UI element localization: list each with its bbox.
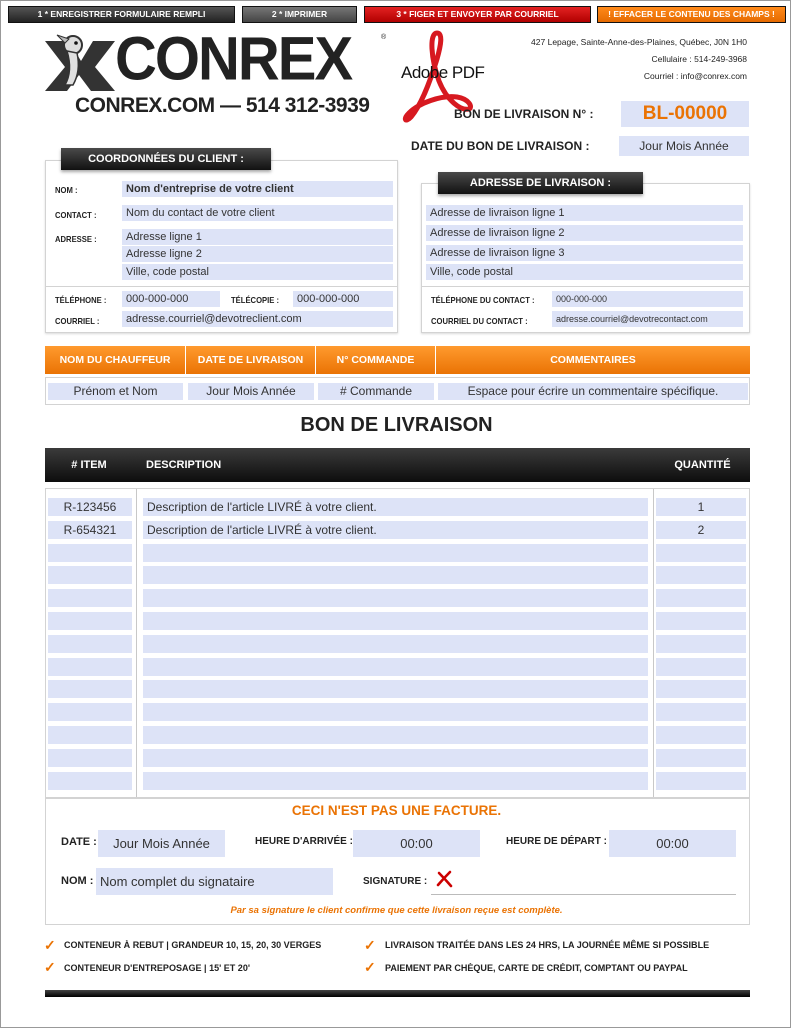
company-email: Courriel : info@conrex.com: [643, 71, 747, 81]
description-column-header: DESCRIPTION: [146, 459, 222, 471]
shipping-divider: [422, 286, 749, 287]
quantity-cell[interactable]: [656, 772, 746, 790]
sign-date-label: DATE :: [61, 836, 97, 848]
item-number-cell[interactable]: R-123456: [48, 498, 132, 516]
driver-name-field[interactable]: Prénom et Nom: [48, 383, 183, 400]
comments-header: COMMENTAIRES: [550, 354, 636, 366]
client-name-field[interactable]: Nom d'entreprise de votre client: [122, 181, 393, 197]
save-form-button[interactable]: 1 * ENREGISTRER FORMULAIRE REMPLI: [8, 6, 235, 23]
delivery-date-label: DATE DU BON DE LIVRAISON :: [411, 139, 590, 153]
description-cell[interactable]: [143, 703, 648, 721]
description-cell[interactable]: [143, 589, 648, 607]
company-contact-info: [531, 34, 747, 85]
quantity-cell[interactable]: [656, 749, 746, 767]
footer-bar: [45, 990, 750, 997]
company-tagline: CONREX.COM — 514 312-3939: [75, 94, 370, 117]
clear-fields-button[interactable]: ! EFFACER LE CONTENU DES CHAMPS !: [597, 6, 786, 23]
client-fax-label: TÉLÉCOPIE :: [231, 295, 280, 305]
item-number-cell[interactable]: [48, 612, 132, 630]
shipping-city-field[interactable]: Ville, code postal: [426, 264, 743, 280]
page-title: BON DE LIVRAISON: [300, 414, 493, 436]
delivery-date-value-field[interactable]: Jour Mois Année: [188, 383, 314, 400]
signer-name-field[interactable]: Nom complet du signataire: [96, 868, 333, 895]
shipping-line1-field[interactable]: Adresse de livraison ligne 1: [426, 205, 743, 221]
feature-item: LIVRAISON TRAITÉE DANS LES 24 HRS, LA JOURNÉE MÊME SI POSSIBLE: [385, 940, 710, 951]
shipping-email-field[interactable]: adresse.courriel@devotrecontact.com: [552, 311, 743, 327]
description-cell[interactable]: [143, 658, 648, 676]
shipping-line3-field[interactable]: Adresse de livraison ligne 3: [426, 245, 743, 261]
quantity-cell[interactable]: [656, 566, 746, 584]
shipping-line2-field[interactable]: Adresse de livraison ligne 2: [426, 225, 743, 241]
item-number-cell[interactable]: [48, 703, 132, 721]
print-button[interactable]: 2 * IMPRIMER: [242, 6, 357, 23]
confirmation-text: Par sa signature le client confirme que cette livraison reçue est complète.: [230, 905, 563, 916]
client-email-field[interactable]: adresse.courriel@devotreclient.com: [122, 311, 393, 327]
checkmark-icon: ✓: [364, 937, 376, 953]
quantity-column-header: QUANTITÉ: [674, 459, 731, 471]
checkmark-icon: ✓: [364, 959, 376, 975]
item-number-cell[interactable]: [48, 726, 132, 744]
feature-item: PAIEMENT PAR CHÈQUE, CARTE DE CRÉDIT, COMPTANT OU PAYPAL: [385, 963, 688, 974]
quantity-cell[interactable]: [656, 544, 746, 562]
conrex-mascot-logo-icon: [43, 31, 117, 93]
item-number-cell[interactable]: [48, 544, 132, 562]
item-number-cell[interactable]: [48, 658, 132, 676]
signature-label: SIGNATURE :: [363, 876, 428, 887]
delivery-number-label: BON DE LIVRAISON N° :: [454, 107, 594, 121]
items-table-header: [45, 448, 750, 482]
driver-header: NOM DU CHAUFFEUR: [45, 346, 186, 374]
comments-field[interactable]: Espace pour écrire un commentaire spécifique.: [438, 383, 748, 400]
client-phone-label: TÉLÉPHONE :: [55, 295, 107, 305]
signature-line[interactable]: [431, 894, 736, 895]
adobe-pdf-label: Adobe PDF: [401, 63, 485, 82]
client-contact-label: CONTACT :: [55, 210, 97, 220]
item-number-cell[interactable]: [48, 566, 132, 584]
client-address-line1-field[interactable]: Adresse ligne 1: [122, 229, 393, 245]
description-cell[interactable]: [143, 566, 648, 584]
departure-time-label: HEURE DE DÉPART :: [506, 836, 607, 847]
info-bar-values: [45, 377, 750, 405]
order-number-header: N° COMMANDE: [316, 346, 436, 374]
client-city-field[interactable]: Ville, code postal: [122, 264, 393, 280]
info-bar-header: [45, 346, 750, 374]
quantity-cell[interactable]: [656, 589, 746, 607]
item-number-cell[interactable]: [48, 680, 132, 698]
client-address-label: ADRESSE :: [55, 234, 97, 244]
order-number-field[interactable]: # Commande: [318, 383, 434, 400]
description-cell[interactable]: Description de l'article LIVRÉ à votre client.: [143, 521, 648, 539]
item-number-cell[interactable]: [48, 749, 132, 767]
company-cell: Cellulaire : 514-249-3968: [651, 54, 747, 64]
item-number-cell[interactable]: [48, 772, 132, 790]
client-contact-field[interactable]: Nom du contact de votre client: [122, 205, 393, 221]
registered-mark: ®: [381, 34, 387, 41]
column-divider: [653, 489, 654, 797]
client-address-line2-field[interactable]: Adresse ligne 2: [122, 246, 393, 262]
description-cell[interactable]: [143, 749, 648, 767]
delivery-date-header: DATE DE LIVRAISON: [186, 346, 316, 374]
client-phone-field[interactable]: 000-000-000: [122, 291, 220, 307]
description-cell[interactable]: [143, 726, 648, 744]
sign-date-field[interactable]: Jour Mois Année: [98, 830, 225, 857]
item-number-cell[interactable]: R-654321: [48, 521, 132, 539]
item-column-header: # ITEM: [71, 459, 107, 471]
client-name-label: NOM :: [55, 185, 78, 195]
shipping-phone-field[interactable]: 000-000-000: [552, 291, 743, 307]
description-cell[interactable]: [143, 612, 648, 630]
departure-time-field[interactable]: 00:00: [609, 830, 736, 857]
client-fax-field[interactable]: 000-000-000: [293, 291, 393, 307]
arrival-time-label: HEURE D'ARRIVÉE :: [255, 836, 353, 847]
quantity-cell[interactable]: 2: [656, 521, 746, 539]
checkmark-icon: ✓: [44, 959, 56, 975]
feature-item: CONTENEUR D'ENTREPOSAGE | 15' ET 20': [64, 963, 250, 974]
description-cell[interactable]: [143, 772, 648, 790]
quantity-cell[interactable]: [656, 612, 746, 630]
feature-item: CONTENEUR À REBUT | GRANDEUR 10, 15, 20, 30 VERGES: [64, 940, 322, 951]
checkmark-icon: ✓: [44, 937, 56, 953]
client-divider: [46, 286, 397, 287]
item-number-cell[interactable]: [48, 635, 132, 653]
company-logo-text: CONREX: [115, 24, 352, 94]
description-cell[interactable]: [143, 680, 648, 698]
description-cell[interactable]: [143, 635, 648, 653]
quantity-cell[interactable]: [656, 635, 746, 653]
shipping-panel-heading: ADRESSE DE LIVRAISON :: [438, 172, 643, 194]
description-cell[interactable]: Description de l'article LIVRÉ à votre client.: [143, 498, 648, 516]
quantity-cell[interactable]: [656, 680, 746, 698]
item-number-cell[interactable]: [48, 589, 132, 607]
quantity-cell[interactable]: [656, 703, 746, 721]
signer-name-label: NOM :: [61, 875, 94, 887]
send-by-email-button[interactable]: 3 * FIGER ET ENVOYER PAR COURRIEL: [364, 6, 591, 23]
quantity-cell[interactable]: 1: [656, 498, 746, 516]
delivery-date-field[interactable]: Jour Mois Année: [619, 136, 749, 156]
client-panel-heading: COORDONNÉES DU CLIENT :: [61, 148, 271, 170]
arrival-time-field[interactable]: 00:00: [353, 830, 480, 857]
company-address: 427 Lepage, Sainte-Anne-des-Plaines, Québec, J0N 1H0: [531, 37, 747, 47]
shipping-phone-label: TÉLÉPHONE DU CONTACT :: [431, 295, 535, 305]
delivery-number-field[interactable]: BL-00000: [621, 101, 749, 127]
quantity-cell[interactable]: [656, 726, 746, 744]
quantity-cell[interactable]: [656, 658, 746, 676]
not-invoice-notice: CECI N'EST PAS UNE FACTURE.: [291, 803, 502, 818]
signature-x-icon[interactable]: [435, 870, 455, 888]
client-email-label: COURRIEL :: [55, 316, 100, 326]
description-cell[interactable]: [143, 544, 648, 562]
shipping-email-label: COURRIEL DU CONTACT :: [431, 316, 528, 326]
column-divider: [136, 489, 137, 797]
